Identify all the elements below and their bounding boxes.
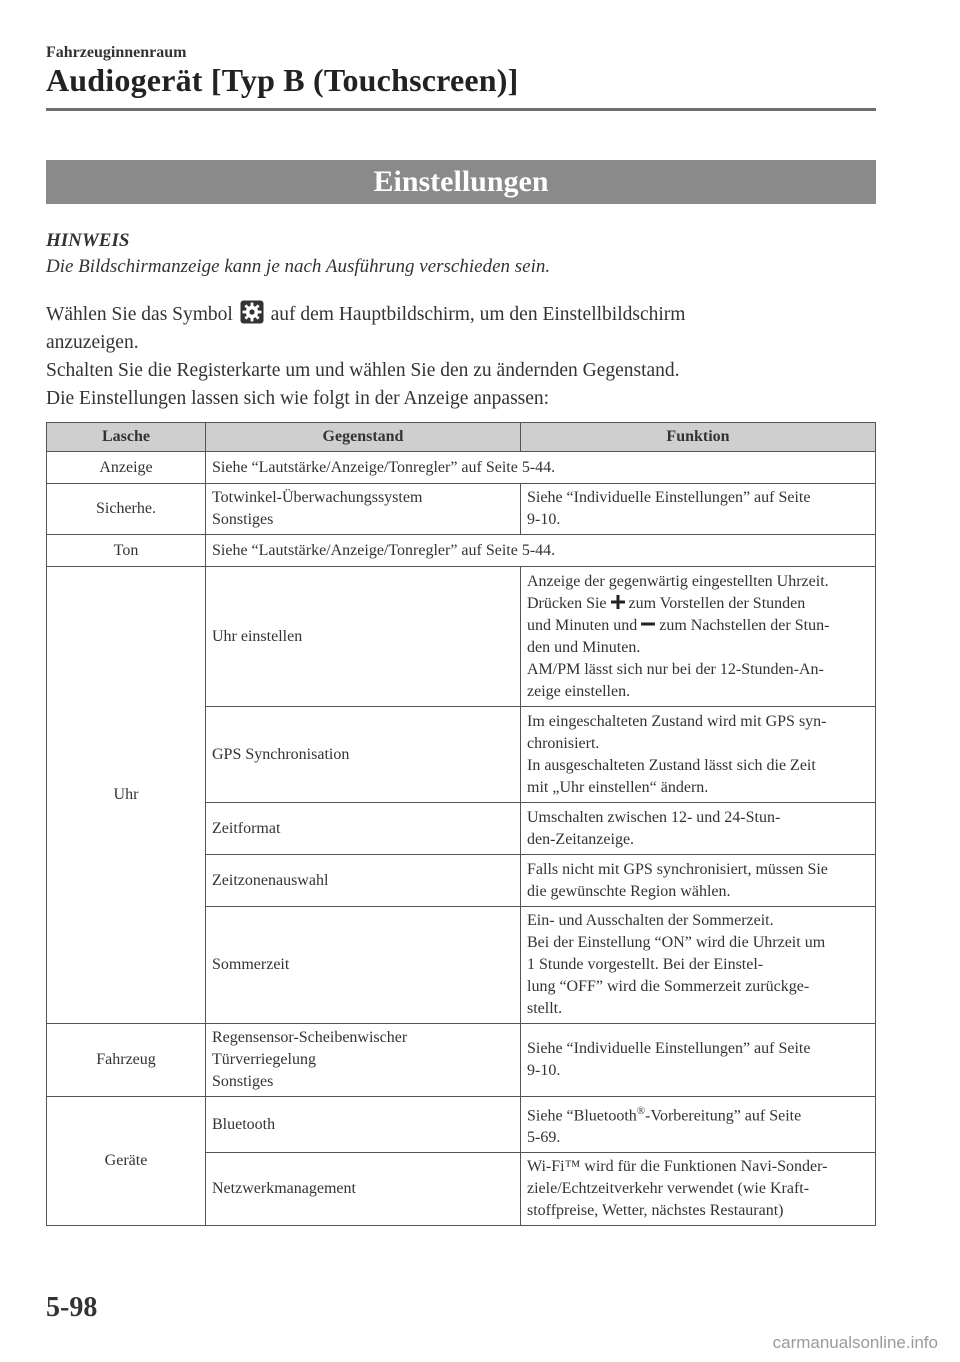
item-zeitformat: Zeitformat (206, 803, 521, 855)
function-bluetooth: Siehe “Bluetooth®-Vorbereitung” auf Seite 5-69. (521, 1097, 876, 1153)
header-funktion: Funktion (521, 423, 876, 452)
table-row (47, 1097, 876, 1153)
table-row (47, 452, 876, 484)
settings-gear-icon (240, 300, 264, 324)
intro-line2: anzuzeigen. (46, 332, 139, 353)
minus-icon (641, 617, 655, 631)
function-zeitzone: Falls nicht mit GPS synchronisiert, müssen Sie die gewünschte Region wählen. (521, 855, 876, 907)
function-uhr-einstellen: Anzeige der gegenwärtig eingestellten Uhrzeit. Drücken Sie zum Vorstellen der Stunden und Minuten und zum Nachstellen der Stun- den und Minuten. AM/PM lässt sich nur bei der 12-Stunden-An- zeige einstellen. (521, 567, 876, 707)
intro-line4: Die Einstellungen lassen sich wie folgt in der Anzeige anpassen: (46, 388, 550, 409)
page-number: 5-98 (46, 1292, 98, 1323)
note-heading: HINWEIS (46, 230, 130, 251)
anzeige-reference: Siehe “Lautstärke/Anzeige/Tonregler” auf Seite 5-44. (206, 452, 876, 484)
intro-line1-end: auf dem Hauptbildschirm, um den Einstellbildschirm (270, 304, 686, 325)
item-gps-sync: GPS Synchronisation (206, 707, 521, 803)
sicherheit-items: Totwinkel-Überwachungssystem Sonstiges (206, 484, 521, 535)
table-header-row (47, 423, 876, 452)
table-row (47, 567, 876, 707)
section-banner: Einstellungen (46, 160, 876, 204)
chapter-label: Fahrzeuginnenraum (46, 44, 187, 61)
function-sommerzeit: Ein- und Ausschalten der Sommerzeit. Bei der Einstellung “ON” wird die Uhrzeit um 1 Stunde vorgestellt. Bei der Einstel- lung “OFF” wird die Sommerzeit zurückge- stellt. (521, 907, 876, 1024)
header-divider (46, 108, 876, 111)
table-row (47, 535, 876, 567)
ton-reference: Siehe “Lautstärke/Anzeige/Tonregler” auf Seite 5-44. (206, 535, 876, 567)
settings-table (46, 422, 876, 1226)
watermark: carmanualsonline.info (772, 1333, 938, 1352)
item-zeitzone: Zeitzonenauswahl (206, 855, 521, 907)
tab-uhr: Uhr (47, 567, 206, 1024)
table-row (47, 1024, 876, 1097)
function-gps-sync: Im eingeschalteten Zustand wird mit GPS syn- chronisiert. In ausgeschalteten Zustand lässt sich die Zeit mit „Uhr einstellen“ ändern. (521, 707, 876, 803)
fahrzeug-items: Regensensor-Scheibenwischer Türverriegelung Sonstiges (206, 1024, 521, 1097)
intro-line1-start: Wählen Sie das Symbol (46, 304, 233, 325)
function-zeitformat: Umschalten zwischen 12- und 24-Stun- den-Zeitanzeige. (521, 803, 876, 855)
plus-icon (611, 595, 625, 609)
header-gegenstand: Gegenstand (206, 423, 521, 452)
header-lasche: Lasche (47, 423, 206, 452)
item-uhr-einstellen: Uhr einstellen (206, 567, 521, 707)
sicherheit-function: Siehe “Individuelle Einstellungen” auf Seite 9-10. (521, 484, 876, 535)
tab-geraete: Geräte (47, 1097, 206, 1226)
function-netzwerkmanagement: Wi-Fi™ wird für die Funktionen Navi-Sonder- ziele/Echtzeitverkehr verwendet (wie Kraft- stoffpreise, Wetter, nächstes Restaurant) (521, 1153, 876, 1226)
page-title: Audiogerät [Typ B (Touchscreen)] (46, 62, 519, 98)
table-row (47, 484, 876, 535)
tab-fahrzeug: Fahrzeug (47, 1024, 206, 1097)
item-bluetooth: Bluetooth (206, 1097, 521, 1153)
item-sommerzeit: Sommerzeit (206, 907, 521, 1024)
tab-anzeige: Anzeige (47, 452, 206, 484)
fahrzeug-function: Siehe “Individuelle Einstellungen” auf Seite 9-10. (521, 1024, 876, 1097)
tab-sicherheit: Sicherhe. (47, 484, 206, 535)
intro-line3: Schalten Sie die Registerkarte um und wählen Sie den zu ändernden Gegenstand. (46, 360, 680, 381)
note-text: Die Bildschirmanzeige kann je nach Ausführung verschieden sein. (46, 256, 551, 277)
tab-ton: Ton (47, 535, 206, 567)
intro-text (46, 300, 876, 413)
item-netzwerkmanagement: Netzwerkmanagement (206, 1153, 521, 1226)
